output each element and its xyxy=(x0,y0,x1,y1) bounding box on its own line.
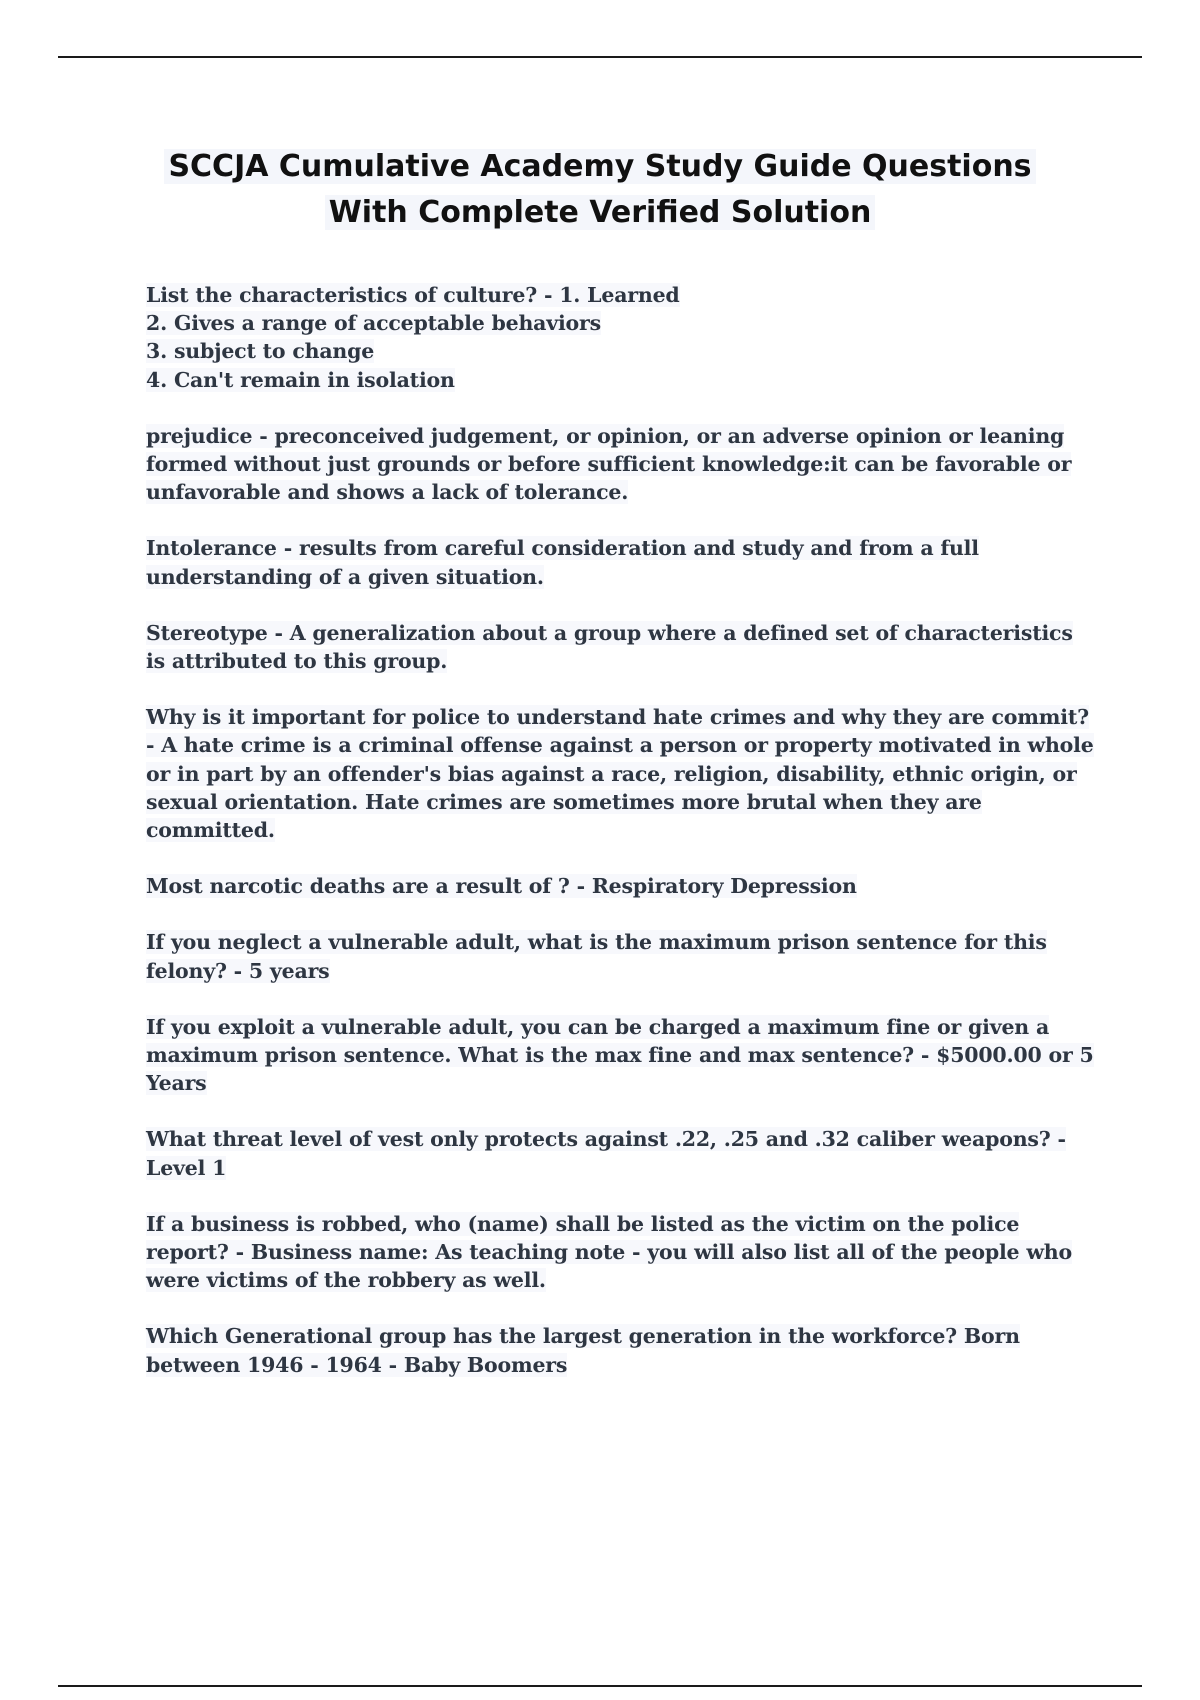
document-title xyxy=(0,144,1200,236)
qa-list xyxy=(146,281,1096,1407)
title-line-1: SCCJA Cumulative Academy Study Guide Questions xyxy=(164,149,1035,184)
top-divider xyxy=(58,56,1142,58)
bottom-divider xyxy=(58,1685,1142,1687)
qa-item-narcotic-deaths: Most narcotic deaths are a result of ? - Respiratory Depression xyxy=(146,874,857,899)
qa-item-vest-level: What threat level of vest only protects against .22, .25 and .32 caliber weapons? - Level 1 xyxy=(146,1127,1066,1180)
qa-item-intolerance: Intolerance - results from careful consideration and study and from a full understanding of a given situation. xyxy=(146,536,979,589)
qa-item-neglect-adult: If you neglect a vulnerable adult, what is the maximum prison sentence for this felony? - 5 years xyxy=(146,930,1047,983)
qa-item-exploit-adult: If you exploit a vulnerable adult, you can be charged a maximum fine or given a maximum prison sentence. What is the max fine and max sentence? - $5000.00 or 5 Years xyxy=(146,1014,1094,1096)
qa-item-generational-group: Which Generational group has the largest generation in the workforce? Born between 1946 - 1964 - Baby Boomers xyxy=(146,1324,1020,1377)
qa-item-stereotype: Stereotype - A generalization about a group where a defined set of characteristics is attributed to this group. xyxy=(146,620,1073,674)
qa-item-business-robbed: If a business is robbed, who (name) shall be listed as the victim on the police report? - Business name: As teaching note - you will also list all of the people who were victims of the robbery as well. xyxy=(146,1211,1072,1293)
qa-item-hate-crimes: Why is it important for police to understand hate crimes and why they are commit? - A hate crime is a criminal offense against a person or property motivated in whole or in part by an offender's bias against a race, religion, disability, ethnic origin, or sexual orientation. Hate crimes are sometimes more brutal when they are committed. xyxy=(146,705,1094,843)
qa-item-prejudice: prejudice - preconceived judgement, or opinion, or an adverse opinion or leaning formed without just grounds or before sufficient knowledge:it can be favorable or unfavorable and shows a lack of tolerance. xyxy=(146,423,1072,505)
qa-item-culture: List the characteristics of culture? - 1. Learned 2. Gives a range of acceptable behaviors 3. subject to change 4. Can't remain in isolation xyxy=(146,283,680,392)
title-line-2: With Complete Verified Solution xyxy=(325,195,876,230)
